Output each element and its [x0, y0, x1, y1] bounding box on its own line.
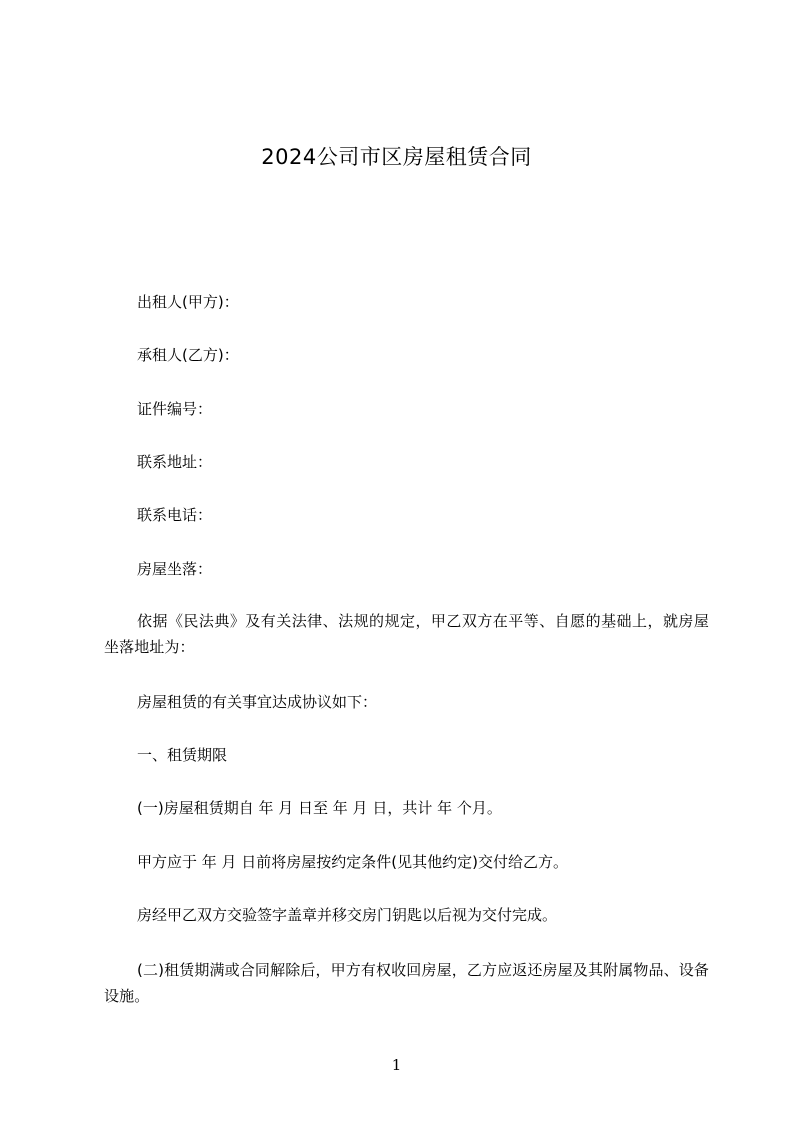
agreement-line: 房屋租赁的有关事宜达成协议如下： [137, 693, 378, 711]
document-title: 2024公司市区房屋租赁合同 [261, 145, 532, 169]
contact-phone-field: 联系电话： [137, 506, 213, 524]
property-location-field: 房屋坐落： [137, 560, 213, 578]
clause-1-2: (二)租赁期满或合同解除后，甲方有权收回房屋，乙方应返还房屋及其附属物品、设备设施。 [104, 961, 709, 1005]
id-number-field: 证件编号： [137, 400, 213, 418]
intro-paragraph: 依据《民法典》及有关法律、法规的规定，甲乙双方在平等、自愿的基础上，就房屋坐落地址为： [104, 612, 709, 656]
section-1-heading: 一、租赁期限 [137, 746, 228, 764]
clause-1-delivery: 甲方应于 年 月 日前将房屋按约定条件(见其他约定)交付给乙方。 [137, 853, 569, 871]
clause-1-completion: 房经甲乙双方交验签字盖章并移交房门钥匙以后视为交付完成。 [137, 906, 558, 924]
contact-address-field: 联系地址： [137, 453, 213, 471]
clause-1-1: (一)房屋租赁期自 年 月 日至 年 月 日，共计 年 个月。 [137, 799, 502, 817]
page-number: 1 [391, 1056, 402, 1074]
lessor-field: 出租人(甲方)： [137, 293, 239, 311]
lessee-field: 承租人(乙方)： [137, 346, 239, 364]
